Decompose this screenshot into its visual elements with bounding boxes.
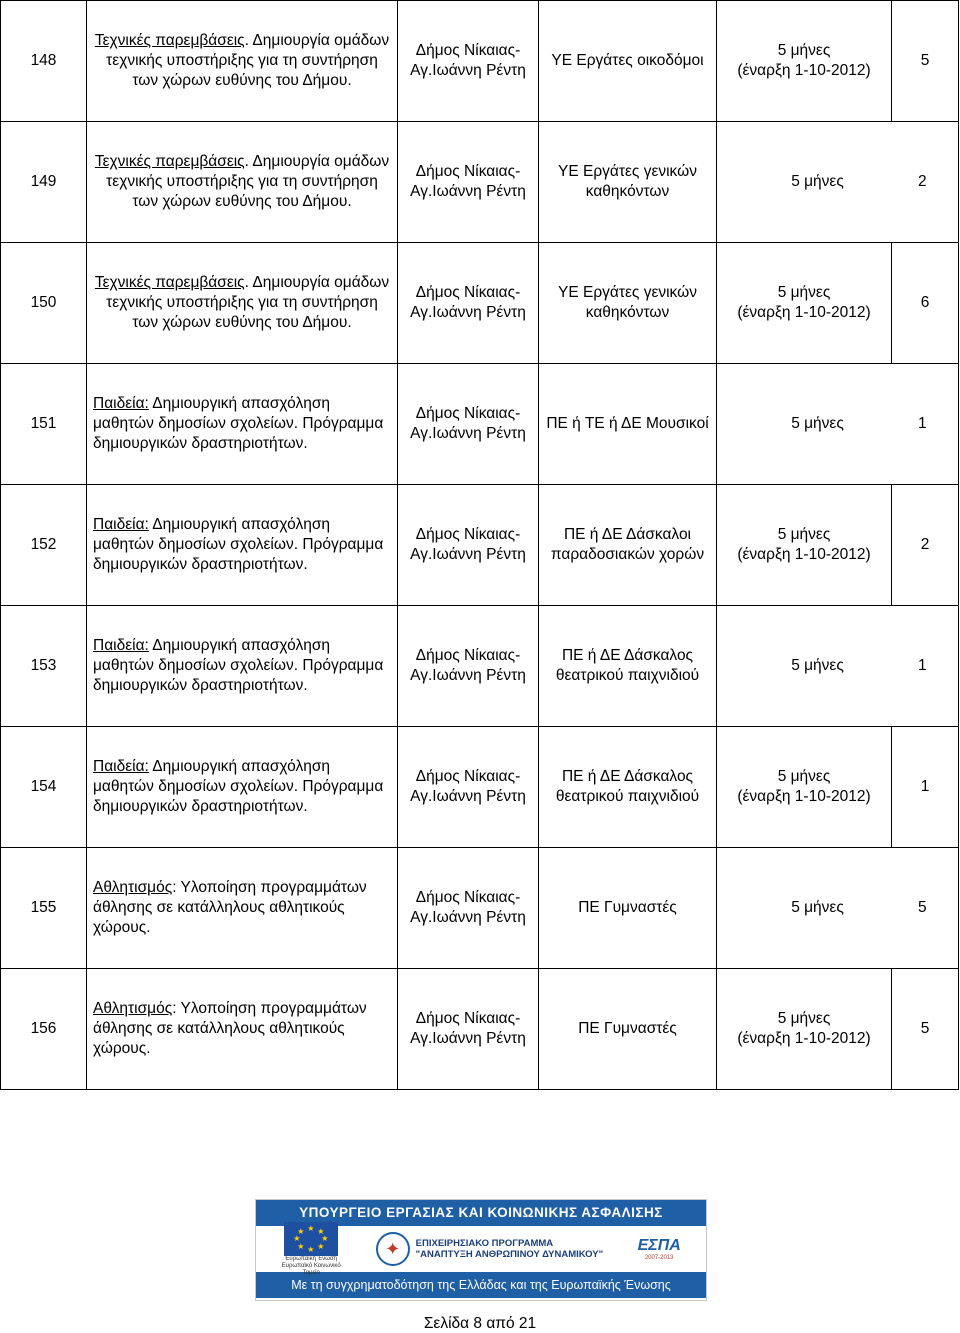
category-label: Παιδεία: <box>93 637 149 654</box>
start-date: (έναρξη 1-10-2012) <box>737 304 871 321</box>
quantity-cell <box>892 727 959 848</box>
description-cell <box>87 485 398 606</box>
body-name: Δήμος Νίκαιας-Αγ.Ιωάννη Ρέντη <box>410 284 526 321</box>
quantity-cell <box>892 1 959 122</box>
table-row <box>1 364 959 485</box>
cofunding-banner <box>255 1199 707 1301</box>
espa-logo <box>638 1237 681 1261</box>
specialty: ΠΕ ή ΔΕ Δάσκαλος θεατρικού παιχνιδιού <box>555 647 700 684</box>
specialty: ΥΕ Εργάτες οικοδόμοι <box>551 52 704 69</box>
description-text: . Δημιουργία ομάδων τεχνικής υποστήριξης για τη συντήρηση των χώρων ευθύνης του Δήμου. <box>106 274 390 331</box>
duration: 5 μήνες <box>777 42 831 59</box>
specialty-cell <box>539 606 717 727</box>
table-row <box>1 1 959 122</box>
duration-cell <box>717 727 892 848</box>
table-row <box>1 243 959 364</box>
duration: 5 μήνες <box>777 526 831 543</box>
description-text: : Υλοποίηση προγραμμάτων άθλησης σε κατάλληλους αθλητικούς χώρους. <box>93 879 367 936</box>
body-cell <box>398 606 539 727</box>
body-cell <box>398 243 539 364</box>
description-text: Δημιουργική απασχόληση μαθητών δημοσίων σχολείων. Πρόγραμμα δημιουργικών δραστηριοτήτων. <box>93 516 384 573</box>
quantity: 1 <box>918 657 927 674</box>
quantity: 2 <box>920 536 930 553</box>
duration: 5 μήνες <box>791 173 844 190</box>
program-line-2: "ΑΝΑΠΤΥΞΗ ΑΝΘΡΩΠΙΝΟΥ ΔΥΝΑΜΙΚΟΥ" <box>415 1249 604 1260</box>
start-date: (έναρξη 1-10-2012) <box>737 1030 871 1047</box>
row-number: 149 <box>1 122 87 243</box>
description-text: . Δημιουργία ομάδων τεχνικής υποστήριξης για τη συντήρηση των χώρων ευθύνης του Δήμου. <box>106 153 390 210</box>
category-label: Τεχνικές παρεμβάσεις <box>94 153 245 170</box>
table-body <box>1 1 959 1090</box>
body-name: Δήμος Νίκαιας-Αγ.Ιωάννη Ρέντη <box>410 526 526 563</box>
specialty: ΥΕ Εργάτες γενικών καθηκόντων <box>558 284 697 321</box>
ministry-title: ΥΠΟΥΡΓΕΙΟ ΕΡΓΑΣΙΑΣ ΚΑΙ ΚΟΙΝΩΝΙΚΗΣ ΑΣΦΑΛΙΣΗΣ <box>256 1200 706 1226</box>
body-cell <box>398 727 539 848</box>
quantity-cell <box>892 243 959 364</box>
description-text: Δημιουργική απασχόληση μαθητών δημοσίων σχολείων. Πρόγραμμα δημιουργικών δραστηριοτήτων. <box>93 758 384 815</box>
row-number: 154 <box>1 727 87 848</box>
description-cell <box>87 1 398 122</box>
description-text: Δημιουργική απασχόληση μαθητών δημοσίων σχολείων. Πρόγραμμα δημιουργικών δραστηριοτήτων. <box>93 395 384 452</box>
duration: 5 μήνες <box>791 415 844 432</box>
description-cell <box>87 969 398 1090</box>
program-logo <box>376 1232 604 1266</box>
quantity: 2 <box>918 173 927 190</box>
duration-quantity-cell <box>717 364 959 485</box>
quantity-cell <box>892 485 959 606</box>
specialty-cell <box>539 122 717 243</box>
category-label: Παιδεία: <box>93 758 149 775</box>
program-line-1: ΕΠΙΧΕΙΡΗΣΙΑΚΟ ΠΡΟΓΡΑΜΜΑ <box>415 1238 554 1249</box>
logos-row <box>256 1223 706 1272</box>
description-cell <box>87 122 398 243</box>
row-number: 155 <box>1 848 87 969</box>
description-text: . Δημιουργία ομάδων τεχνικής υποστήριξης για τη συντήρηση των χώρων ευθύνης του Δήμου. <box>106 32 390 89</box>
body-cell <box>398 1 539 122</box>
body-cell <box>398 122 539 243</box>
description-cell <box>87 364 398 485</box>
category-label: Παιδεία: <box>93 395 149 412</box>
specialty: ΠΕ ή ΔΕ Δάσκαλοι παραδοσιακών χορών <box>550 526 705 563</box>
duration: 5 μήνες <box>791 899 844 916</box>
page-number: Σελίδα 8 από 21 <box>423 1315 537 1332</box>
description-cell <box>87 727 398 848</box>
row-number: 150 <box>1 243 87 364</box>
body-name: Δήμος Νίκαιας-Αγ.Ιωάννη Ρέντη <box>410 1010 526 1047</box>
row-number: 148 <box>1 1 87 122</box>
duration: 5 μήνες <box>777 1010 831 1027</box>
start-date: (έναρξη 1-10-2012) <box>737 546 871 563</box>
body-name: Δήμος Νίκαιας-Αγ.Ιωάννη Ρέντη <box>410 405 526 442</box>
body-name: Δήμος Νίκαιας-Αγ.Ιωάννη Ρέντη <box>410 163 526 200</box>
eu-flag-icon: ★ ★ ★ ★ ★ ★ ★ ★ <box>284 1222 338 1256</box>
specialty: ΠΕ ή ΔΕ Δάσκαλος θεατρικού παιχνιδιού <box>555 768 700 805</box>
row-number: 153 <box>1 606 87 727</box>
body-cell <box>398 485 539 606</box>
table-row <box>1 848 959 969</box>
espa-label: ΕΣΠΑ <box>637 1237 681 1254</box>
category-label: Αθλητισμός <box>93 1000 173 1017</box>
quantity: 5 <box>920 1020 930 1037</box>
description-cell <box>87 243 398 364</box>
specialty: ΥΕ Εργάτες γενικών καθηκόντων <box>558 163 697 200</box>
table-row <box>1 606 959 727</box>
table-row <box>1 485 959 606</box>
duration-cell <box>717 1 892 122</box>
quantity: 5 <box>918 899 927 916</box>
duration: 5 μήνες <box>777 284 831 301</box>
specialty-cell <box>539 243 717 364</box>
row-number: 156 <box>1 969 87 1090</box>
body-name: Δήμος Νίκαιας-Αγ.Ιωάννη Ρέντη <box>410 647 526 684</box>
table-row <box>1 727 959 848</box>
quantity: 1 <box>918 415 927 432</box>
duration-cell <box>717 243 892 364</box>
description-text: : Υλοποίηση προγραμμάτων άθλησης σε κατάλληλους αθλητικούς χώρους. <box>93 1000 367 1057</box>
duration-quantity-cell <box>717 122 959 243</box>
table-row <box>1 969 959 1090</box>
body-name: Δήμος Νίκαιας-Αγ.Ιωάννη Ρέντη <box>410 768 526 805</box>
body-cell <box>398 969 539 1090</box>
row-number: 152 <box>1 485 87 606</box>
quantity: 1 <box>920 778 930 795</box>
body-name: Δήμος Νίκαιας-Αγ.Ιωάννη Ρέντη <box>410 889 526 926</box>
specialty-cell <box>539 485 717 606</box>
specialty: ΠΕ Γυμναστές <box>578 1020 677 1037</box>
specialty: ΠΕ Γυμναστές <box>578 899 677 916</box>
duration-quantity-cell <box>717 848 959 969</box>
description-cell <box>87 848 398 969</box>
quantity-cell <box>892 969 959 1090</box>
duration-cell <box>717 485 892 606</box>
cofunding-text: Με τη συγχρηματοδότηση της Ελλάδας και της Ευρωπαϊκής Ένωσης <box>256 1272 706 1298</box>
quantity: 5 <box>920 52 930 69</box>
body-name: Δήμος Νίκαιας-Αγ.Ιωάννη Ρέντη <box>410 42 526 79</box>
description-text: Δημιουργική απασχόληση μαθητών δημοσίων σχολείων. Πρόγραμμα δημιουργικών δραστηριοτήτων. <box>93 637 384 694</box>
body-cell <box>398 848 539 969</box>
start-date: (έναρξη 1-10-2012) <box>737 788 871 805</box>
table-row <box>1 122 959 243</box>
start-date: (έναρξη 1-10-2012) <box>737 62 871 79</box>
body-cell <box>398 364 539 485</box>
eu-caption: Ευρωπαϊκή Ένωση Ευρωπαϊκό Κοινωνικό <box>281 1255 341 1269</box>
specialty-cell <box>539 969 717 1090</box>
specialty-cell <box>539 364 717 485</box>
category-label: Τεχνικές παρεμβάσεις <box>94 274 245 291</box>
category-label: Αθλητισμός <box>93 879 173 896</box>
specialty-cell <box>539 727 717 848</box>
category-label: Παιδεία: <box>93 516 149 533</box>
compass-icon: ✦ <box>376 1232 410 1266</box>
quantity: 6 <box>920 294 930 311</box>
row-number: 151 <box>1 364 87 485</box>
specialty: ΠΕ ή ΤΕ ή ΔΕ Μουσικοί <box>546 415 709 432</box>
category-label: Τεχνικές παρεμβάσεις <box>94 32 245 49</box>
specialty-cell <box>539 848 717 969</box>
specialty-cell <box>539 1 717 122</box>
eu-logo <box>281 1222 341 1277</box>
duration: 5 μήνες <box>777 768 831 785</box>
espa-years: 2007-2013 <box>644 1255 674 1261</box>
duration-quantity-cell <box>717 606 959 727</box>
duration: 5 μήνες <box>791 657 844 674</box>
duration-cell <box>717 969 892 1090</box>
description-cell <box>87 606 398 727</box>
